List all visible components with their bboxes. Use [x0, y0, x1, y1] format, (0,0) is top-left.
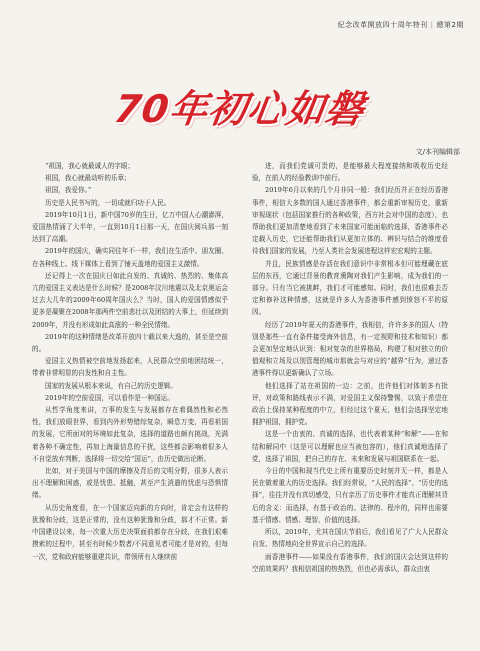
article-title: 70年初心如磐 [111, 87, 368, 131]
article-byline: 文/本刊编辑部 [415, 148, 460, 156]
paragraph: 他们选择了站在祖国的一边：之前，也许他们对体制多有批评，对政策和路线表示不满，对爱国主义保持警惕，以致于希望在政治上保持某种程度的中立，但经过这个夏天，他们会选择坚定地拥护祖国，拥护党。 [252, 381, 448, 427]
paragraph: 所以，2019年，尤其在国庆节前后，我们看见了广大人民群众自发、热情地向全世界宣示自己的选择。 [252, 528, 448, 549]
paragraph: 2019年10月1日，新中国70岁的生日，亿万中国人心潮澎湃，爱国热情涌了大半年，一直到10月1日那一天，在国庆阅兵那一刻达到了高潮。 [32, 210, 228, 244]
paragraph: 面香港事件——如果没有香港事件，我们的国庆会达到这样的空前效果吗？我相信祖国的热热烈，但也必需承认，群众由衷 [252, 552, 448, 573]
paragraph: 国家的发展从根本来说，有自己的历史逻辑。 [45, 381, 177, 390]
paragraph: 历史是人民书写的，一切成就归功于人民。 [45, 198, 171, 207]
paragraph: 2019年的国庆，确实同往年不一样，我们在生活中、朋友圈、在各种线上、线下媒体上看到了铺天盖地的爱国主义激情。 [32, 247, 228, 268]
right-column [252, 160, 448, 640]
paragraph: 从历史角度看，在一个国家迈向新的方向时，肯定会有这样的犹豫和分歧，这是正常的，没有这种犹豫和分歧，那才不正常。新中国建设以来，每一次重大历史决策面前都存在分歧，在我们艰难摸索的过程中，甚至有时候少数者/不同意见者可能才是对的，但每一次，党和政府能够重建共识，带领所有人继续前 [32, 503, 228, 561]
paragraph: 2019年的这种情绪是改革开放四十载以来大逸的，甚至是空前的。 [32, 332, 228, 354]
page-header [0, 0, 480, 60]
left-column [32, 160, 228, 640]
paragraph: 2019年6月以来的几个月非同一般：我们经历并正在经历香港事件，相信大多数的国人通过香港事件，都会重新审视历史，重新审视现状（包括国家推行的各种政策，西方社会对中国的态度），也帮助我们更加清楚地看到了未来国家可能面临的选择，香港事件必定载入历史，它还能帮助我们从更加立体的、辨识与结合的维度看待我们国家的发展，乃至人类社会发展进程这样宏宏观的主题。 [252, 186, 448, 256]
paragraph: 进，而我们党诚可贵的，是能够最大程度接纳和吸收历史经验，在前人的经验教训中前行。 [252, 162, 448, 183]
paragraph: 从哲学角度来讲，万事的发生与发展都存在着偶然性和必然性，我们放眼世界，看到内外形势错综复杂，瞬息万变，再看祖国的发展，它所面对的环境如此复杂，选择的道路也颇有挑战，光满着各种不确定性，再加上海量信息的干扰，这些都会影响着很多人不自觉放弃判断，选择将一切交给“国运”，由历史做出论断。 [32, 406, 228, 463]
paragraph: 爱国主义热情被空前地发扬起来，人民群众空前地团结统一，带着非常明显的自发性和自主性。 [32, 357, 228, 378]
paragraph: 还记得上一次在国庆日如此自发的、真诚的、热烈的、集体高亢的爱国主义表达是什么时候？是2008年汶川地震以及北京奥运会过去大几年的2009年60周年国庆么？当时，国人的爱国情感似乎更多是凝聚在2008年那两件空前悲壮以及团结的大事上，但延续到2009年，并没有形成如此高涨的一种全民情绪。 [32, 271, 228, 329]
paragraph: 并且，民族情感是存活在我们意识中非常根本但可能埋藏在底层的东西，它通过背景的教育熏陶对我们产生影响，成为我们的一部分。只有当它被挑衅，我们才可能感知。同时，我们也很难去否定和修补这种情感，这就是许多人为香港事件感到愤怒不平的原因。 [252, 259, 448, 317]
paragraph: “祖国，我心就最诚人的字眼； [45, 162, 135, 170]
header-meta [338, 20, 464, 30]
header-separator: | [430, 21, 434, 29]
publication-name: 紀念改革開放四十周年特刊 [337, 21, 428, 29]
paragraph: 这是一个由衷的、真诚的选择，也代表着某种“和解”——在和结和解同中（这是可以理解也应当被包容的），他们真诚地选择了党，选择了祖国，把自己的存在、未来和发展与祖国联系在一起。 [252, 430, 448, 463]
paragraph: 今日的中国和现当代史上所有重要历史时刻并无一样，都是人民在做着重大的历史选择。我们经常说，“人民的选择”、“历史的选择”，往往并没有真切感受，只有亲历了历史事件才能真正理解其背后的含义：而选择，有基于政治的、法律的、程序的，同样也需要基于情感、情感、理智、价值的选择。 [252, 467, 448, 524]
paragraph: 比如，对于美国与中国的摩擦及背后的文明分野，很多人表示出不理解和困惑，或是忧患、抵触，甚至产生消遣的忧虑与恐惧情绪。 [32, 467, 228, 500]
paragraph: 祖国，我心就最动听的乐章； [45, 174, 131, 183]
paragraph: 经历了2019年夏天的香港事件，我相信，许许多多的国人（特别是那些一直有条件接受海外信息，有一定视野和技术和知识）都会更加坚定地认识到：相对复杂的世界格局，构建了相对独立的价值观和立场及以别管理的城市那就会与对应的“越界”行为，递过香港事件得以更新确认了立场。 [252, 320, 448, 378]
paragraph: 2019年的空前爱国，可以看作是一种国运。 [45, 393, 174, 402]
paragraph: 祖国，我爱你。” [45, 186, 92, 195]
issue-number: 總第2期 [436, 21, 464, 29]
